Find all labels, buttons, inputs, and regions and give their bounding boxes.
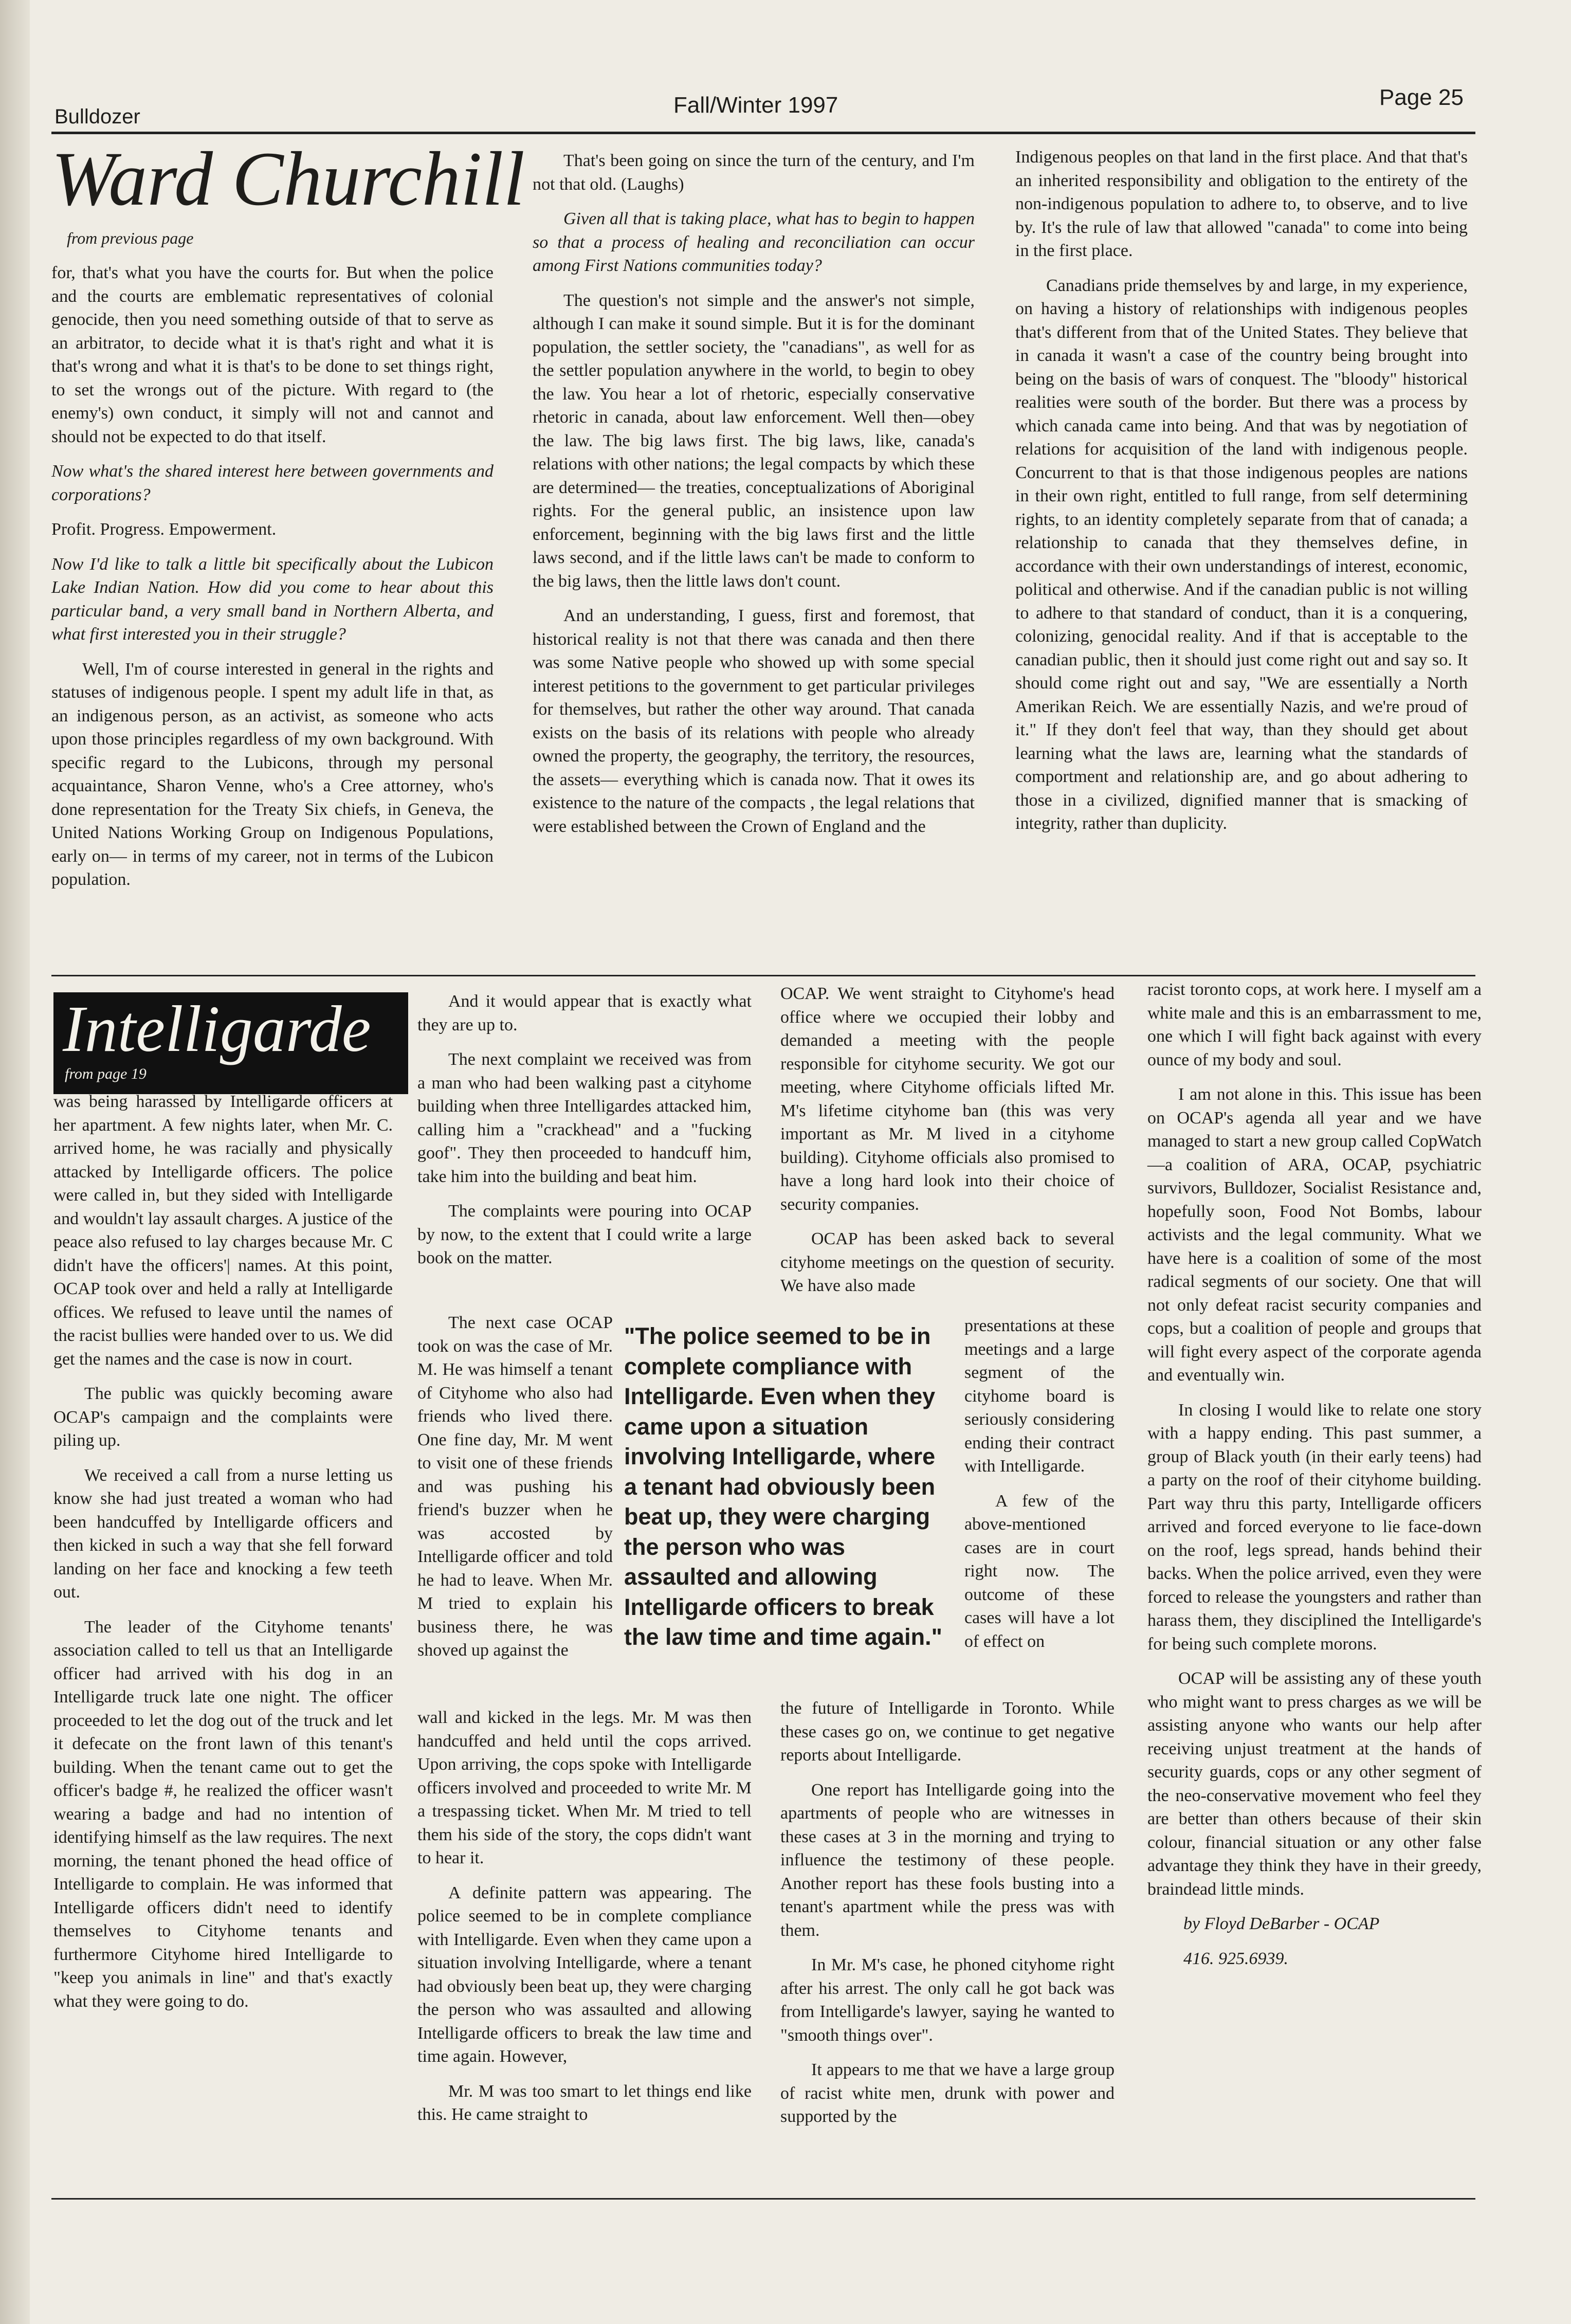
author-phone: 416. 925.6939. bbox=[1183, 1949, 1288, 1968]
paragraph: One report has Intelligarde going into the apartments of people who are witnesses in these cases at 3 in the morning and trying to influence the testimony of these people. Another report has these fools busting into a tenant's apartment while the press was with them. bbox=[780, 1780, 1115, 1940]
paragraph: The question's not simple and the answer's not simple, although I can make it sound simple. But it is for the dominant population, the settler society, the "canadians", as well for as the settler population anywhere in the world, to begin to obey the law. You hear a lot of rhetoric, especially conservative rhetoric in canada, about law enforcement. Well then—obey the law. The big laws first. The big laws, like, canada's relations with other nations; the legal compacts by which these are determined— the treaties, conceptualizations of Aboriginal rights. For the general public, an insistence upon law enforcement, beginning with the big laws first and the little laws second, and if the little laws can't be made to conform to the big laws, then the little laws don't count. bbox=[533, 290, 975, 591]
intelligarde-column-1 bbox=[53, 1090, 393, 2024]
section-divider bbox=[51, 975, 1475, 976]
interview-question: Now what's the shared interest here between governments and corporations? bbox=[51, 462, 494, 504]
paragraph: OCAP has been asked back to several cityhome meetings on the question of security. We have also made bbox=[780, 1229, 1115, 1295]
paragraph: We received a call from a nurse letting us know she had just treated a woman who had been handcuffed by Intelligarde officers and then kicked in such a way that she fell forward landing on her face and knocking a few teeth out. bbox=[53, 1465, 393, 1602]
ward-churchill-column-2 bbox=[533, 149, 975, 849]
page-gutter bbox=[0, 0, 30, 2324]
paragraph: The next case OCAP took on was the case of Mr. M. He was himself a tenant of Cityhome who also had friends who lived there. One fine day, Mr. M went to visit one of these friends and was pushing his friend's buzzer when he was accosted by Intelligarde officer and told he had to leave. When Mr. M tried to explain his business there, he was shoved up against the bbox=[417, 1313, 613, 1660]
intelligarde-column-2-wrap bbox=[417, 1311, 613, 1674]
interview-question: Given all that is taking place, what has to begin to happen so that a process of healing and reconciliation can occur among First Nations communities today? bbox=[533, 209, 975, 275]
paragraph: And an understanding, I guess, first and foremost, that historical reality is not that there was canada and then there was some Native people who showed up with some special interest petitions to the government to get particular privileges for themselves, but rather the other way around. That canada exists on the basis of its relations with people who already owned the property, the geography, the territory, the resources, the assets— everything which is canada now. That it owes its existence to the nature of the compacts , the legal relations that were established between the Crown of England and the bbox=[533, 606, 975, 836]
intelligarde-column-4 bbox=[1147, 978, 1482, 1982]
paragraph: OCAP will be assisting any of these youth who might want to press charges as we will be assisting anyone who wants our help after receiving unjust treatment at the hands of security guards, cops or any other segment of the neo-conservative movement who feel they are better than others because of their skin colour, financial situation or any other false advantage they think they have in their greedy, braindead little minds. bbox=[1147, 1669, 1482, 1899]
publication-name: Bulldozer bbox=[54, 105, 140, 128]
paragraph: OCAP. We went straight to Cityhome's head office where we occupied their lobby and demanded a meeting with the people responsible for cityhome security. We got our meeting, where Cityhome officials lifted Mr. M's lifetime cityhome ban (this was very important as Mr. M lived in a cityhome building). Cityhome officials also promised to have a long hard look into their choice of security companies. bbox=[780, 984, 1115, 1214]
ward-churchill-column-3 bbox=[1015, 146, 1468, 847]
paragraph: A few of the above-mentioned cases are in court right now. The outcome of these cases will have a lot of effect on bbox=[964, 1491, 1115, 1651]
paragraph: In closing I would like to relate one story with a happy ending. This past summer, a group of Black youth (in their early teens) had a party on the roof of their cityhome building. Part way thru this party, Intelligarde officers arrived and forced everyone to lie face-down on the roof, legs spread, hands behind their backs. When the police arrived, even they were forced to release the youngsters and rather than harass them, they disciplined the Intelligarde's for being such complete morons. bbox=[1147, 1400, 1482, 1654]
paragraph: A definite pattern was appearing. The police seemed to be in complete compliance with Intelligarde. Even when they came upon a situation involving Intelligarde, where a tenant had obviously been beat up, they were charging the person who was assaulted and allowing Intelligarde officers to break the law time and time again. However, bbox=[417, 1883, 752, 2066]
paragraph: The public was quickly becoming aware OCAP's campaign and the complaints were piling up. bbox=[53, 1384, 393, 1450]
intelligarde-column-3-top bbox=[780, 982, 1115, 1309]
paragraph: I am not alone in this. This issue has been on OCAP's agenda all year and we have managed to start a new group called CopWatch—a coalition of ARA, OCAP, psychiatric survivors, Bulldozer, Socialist Resistance and, hopefully soon, Food Not Bombs, labour activists and the legal community. What we have here is a coalition of some of the most radical segments of our society. One that will not only defeat racist security companies and cops, but a coalition of people and groups that will fight every aspect of the corporate agenda and eventually win. bbox=[1147, 1085, 1482, 1385]
intelligarde-column-2-top bbox=[417, 990, 752, 1281]
paragraph: It appears to me that we have a large group of racist white men, drunk with power and supported by the bbox=[780, 2060, 1115, 2126]
continued-from-note: from previous page bbox=[67, 229, 194, 247]
paragraph: The next complaint we received was from a man who had been walking past a cityhome building when three Intelligardes attacked him, calling him a "crackhead" and a "fucking goof". They then proceeded to handcuff him, take him into the building and beat him. bbox=[417, 1050, 752, 1186]
interview-question: Now I'd like to talk a little bit specifically about the Lubicon Lake Indian Nation. How did you come to hear about this particular band, a very small band in Northern Alberta, and what first interested you in their struggle? bbox=[51, 554, 494, 644]
paragraph: Mr. M was too smart to let things end like this. He came straight to bbox=[417, 2081, 752, 2124]
article-title-intelligarde: Intelligarde bbox=[63, 992, 371, 1065]
paragraph: racist toronto cops, at work here. I myself am a white male and this is an embarrassment to me, one which I will fight back against with every ounce of my body and soul. bbox=[1147, 980, 1482, 1069]
paragraph: Canadians pride themselves by and large, in my experience, on having a history of relationships with indigenous peoples that's different from that of the United States. They believe that in canada it wasn't a case of the country being brought into being on the basis of wars of conquest. The "bloody" historical realities were south of the border. But there was a process by which canada came into being. And that was by negotiation of relations for acquisition of the land with indigenous people. Concurrent to that is that those indigenous peoples are nations in their own right, entitled to full range, from self determining rights, to an identity completely separate from that of canada; a relationship to canada that they themselves define, in accordance with their own understandings of interest, economic, political and otherwise. And if the canadian public is not willing to adhere to that standard of conduct, than it is a conquering, colonizing, genocidal reality. And if that is acceptable to the canadian public, then it should just come right out and say so. It should come right out and say, "We are essentially a North Amerikan Reich. We are essentially Nazis, and we're proud of it." If they don't feel that way, than they should get about learning what the laws are, learning what the standards of comportment and relationship are, and go about adhering to those in a civilized, dignified manner that is smacking of integrity, rather than duplicity. bbox=[1015, 276, 1468, 833]
paragraph: was being harassed by Intelligarde officers at her apartment. A few nights later, when Mr. C. arrived home, he was racially and physically attacked by Intelligarde officers. The police were called in, but they sided with Intelligarde and wouldn't lay assault charges. A justice of the peace also refused to lay charges because Mr. C didn't have the officers'| names. At this point, OCAP took over and held a rally at Intelligarde offices. We refused to leave until the names of the racist bullies were handed over to us. We did get the names and the case is now in court. bbox=[53, 1092, 393, 1369]
paragraph: wall and kicked in the legs. Mr. M was then handcuffed and held until the cops arrived. Upon arriving, the cops spoke with Intelligarde officers involved and proceeded to write Mr. M a trespassing ticket. When Mr. M tried to tell them his side of the story, the cops didn't want to hear it. bbox=[417, 1708, 752, 1867]
intelligarde-column-3-bottom bbox=[780, 1697, 1115, 2140]
intelligarde-column-3-wrap bbox=[964, 1314, 1115, 1664]
paragraph: Profit. Progress. Empowerment. bbox=[51, 520, 277, 539]
intelligarde-column-2-bottom bbox=[417, 1706, 752, 2138]
paragraph: The complaints were pouring into OCAP by now, to the extent that I could write a large book on the matter. bbox=[417, 1202, 752, 1267]
paragraph: Well, I'm of course interested in general in the rights and statuses of indigenous people. I spent my adult life in that, as an indigenous person, as an activist, as someone who acts upon those principles regardless of my own background. With specific regard to the Lubicons, through my personal acquaintance, Sharon Venne, who's a Cree attorney, who's done representation for the Treaty Six chiefs, in Geneva, the United Nations Working Group on Indigenous Populations, early on— in terms of my career, not in terms of the Lubicon population. bbox=[51, 659, 494, 889]
header-rule bbox=[51, 132, 1475, 134]
paragraph: for, that's what you have the courts for. But when the police and the courts are emblematic representatives of colonial genocide, then you need something outside of that to serve as an arbitrator, to decide what it is that's right and what it is that's wrong and what it is that's to be done to set things right, to set the wrongs out of the picture. With regard to (the enemy's) own conduct, it simply will not and cannot and should not be expected to do that itself. bbox=[51, 263, 494, 446]
author-byline: by Floyd DeBarber - OCAP bbox=[1183, 1914, 1380, 1933]
paragraph: That's been going on since the turn of the century, and I'm not that old. (Laughs) bbox=[533, 151, 975, 194]
paragraph: And it would appear that is exactly what they are up to. bbox=[417, 992, 752, 1034]
article-title-ward-churchill: Ward Churchill bbox=[51, 136, 525, 222]
paragraph: presentations at these meetings and a large segment of the cityhome board is seriously considering ending their contract with Intelligarde. bbox=[964, 1316, 1115, 1476]
page-number: Page 25 bbox=[1379, 85, 1464, 110]
footer-rule bbox=[51, 2198, 1475, 2200]
issue-date: Fall/Winter 1997 bbox=[673, 93, 838, 118]
ward-churchill-column-1 bbox=[51, 261, 494, 903]
intelligarde-banner bbox=[53, 992, 408, 1094]
paragraph: In Mr. M's case, he phoned cityhome right after his arrest. The only call he got back was from Intelligarde's lawyer, saying he wanted to "smooth things over". bbox=[780, 1955, 1115, 2045]
paragraph: Indigenous peoples on that land in the first place. And that that's an inherited responsibility and obligation to the entirety of the non-indigenous population to adhere to, to observe, and to live by. It's the rule of law that allowed "canada" to come into being in the first place. bbox=[1015, 148, 1468, 260]
paragraph: the future of Intelligarde in Toronto. While these cases go on, we continue to get negative reports about Intelligarde. bbox=[780, 1699, 1115, 1765]
paragraph: The leader of the Cityhome tenants' association called to tell us that an Intelligarde officer had arrived with his dog in an Intelligarde truck late one night. The officer proceeded to let the dog out of the truck and let it defecate on the front lawn of this tenant's building. When the tenant came out to get the officer's badge #, he realized the officer wasn't wearing a badge and had no intention of identifying himself as the law requires. The next morning, the tenant phoned the head office of Intelligarde to complain. He was informed that Intelligarde officers didn't need to identify themselves to Cityhome tenants and furthermore Cityhome hired Intelligarde to "keep you animals in line" and that's exactly what they were going to do. bbox=[53, 1617, 393, 2011]
continued-from-note: from page 19 bbox=[65, 1065, 147, 1082]
pull-quote: "The police seemed to be in complete compliance with Intelligarde. Even when they came upon a situation involving Intelligarde, where a tenant had obviously been beat up, they were charging the person who was assaulted and allowing Intelligarde officers to break the law time and time again." bbox=[624, 1323, 942, 1650]
